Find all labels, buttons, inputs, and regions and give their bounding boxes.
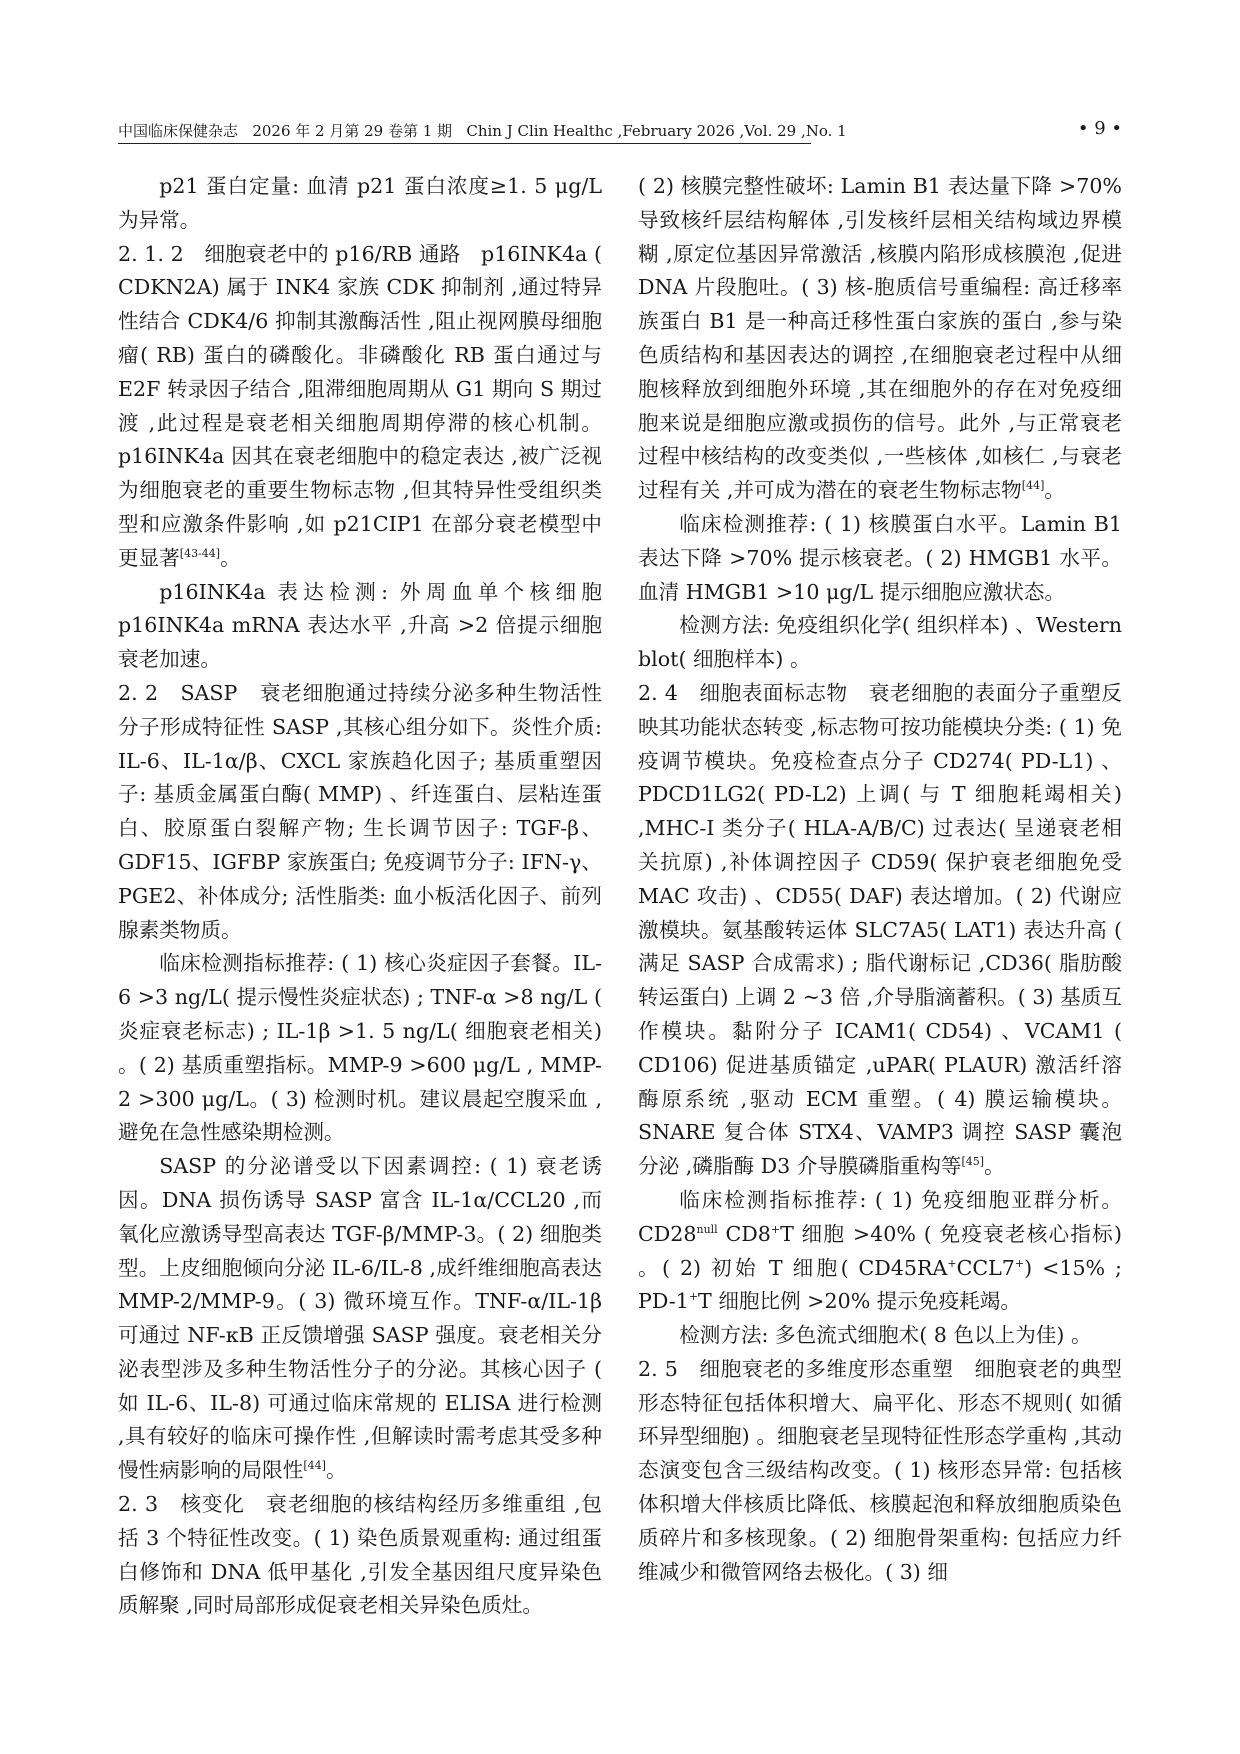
- section-2-2: [118, 677, 602, 947]
- paragraph-nuclear-changes: ( 2) 核膜完整性破坏: Lamin B1 表达量下降 >70% 导致核纤层结构解体 ,引发核纤层相关结构域边界模糊 ,原定位基因异常激活 ,核膜内陷形成核膜泡 ,促进 DNA 片段胞吐。( 3) 核-胞质信号重编程: 高迁移率族蛋白 B1 是一种高迁移性蛋白家族的蛋白 ,参与染色质结构和基因表达的调控 ,在细胞衰老过程中从细胞核释放到细胞外环境 ,其在细胞外的存在对免疫细胞来说是细胞应激或损伤的信号。此外 ,与正常衰老过程中核结构的改变类似 ,一些核体 ,如核仁 ,与衰老过程有关 ,并可成为潜在的衰老生物标志物[44]。: [638, 174, 1122, 503]
- left-column: [118, 170, 602, 1623]
- paragraph-sasp-regulation: SASP 的分泌谱受以下因素调控: ( 1) 衰老诱因。DNA 损伤诱导 SASP 富含 IL-1α/CCL20 ,而氧化应激诱导型高表达 TGF-β/MMP-3。( 2) 细胞类型。上皮细胞倾向分泌 IL-6/IL-8 ,成纤维细胞高表达 MMP-2/MMP-9。( 3) 微环境互作。TNF-α/IL-1β 可通过 NF-κB 正反馈增强 SASP 强度。衰老相关分泌表型涉及多种生物活性分子的分泌。其核心因子 ( 如 IL-6、IL-8) 可通过临床常规的 ELISA 进行检测 ,具有较好的临床可操作性 ,但解读时需考虑其受多种慢性病影响的局限性[44]。: [118, 1154, 602, 1483]
- header-rule: [118, 143, 811, 144]
- section-text: 衰老细胞通过持续分泌多种生物活性分子形成特征性 SASP ,其核心组分如下。炎性介质: IL-6、IL-1α/β、CXCL 家族趋化因子; 基质重塑因子: 基质金属蛋白酶( MMP) 、纤连蛋白、层粘连蛋白、胶原蛋白裂解产物; 生长调节因子: TGF-β、GDF15、IGFBP 家族蛋白; 免疫调节分子: IFN-γ、PGE2、补体成分; 活性脂类: 血小板活化因子、前列腺素类物质。: [118, 680, 603, 942]
- citation: [44]: [1021, 479, 1045, 493]
- paragraph-clinical-immune: 临床检测指标推荐: ( 1) 免疫细胞亚群分析。$CD28^{null}$ CD8+T 细胞 >40% ( 免疫衰老核心指标) 。( 2) 初始 T 细胞( CD45RA+CCL7+) <15% ; PD-1+T 细胞比例 >20% 提示免疫耗竭。: [638, 1187, 1122, 1314]
- citation: [44]: [303, 1459, 326, 1473]
- page-number: • 9 •: [1077, 118, 1122, 139]
- journal-name-cn: 中国临床保健杂志: [118, 122, 239, 140]
- section-heading: 2. 2 SASP: [118, 680, 238, 705]
- right-column: [638, 170, 1122, 1589]
- citation: [43-44]: [179, 546, 221, 560]
- journal-name-en: Chin J Clin Healthc ,February 2026 ,Vol. 29 ,No. 1: [466, 122, 847, 140]
- section-heading: 2. 5 细胞衰老的多维度形态重塑: [638, 1356, 954, 1381]
- section-heading: 2. 3 核变化: [118, 1492, 245, 1517]
- paragraph-clinical-indicators: 临床检测指标推荐: ( 1) 核心炎症因子套餐。IL-6 >3 ng/L( 提示慢性炎症状态) ; TNF-α >8 ng/L ( 炎症衰老标志) ; IL-1β >1. 5 ng/L( 细胞衰老相关) 。( 2) 基质重塑指标。MMP-9 >600 μg/L , MMP-2 >300 μg/L。( 3) 检测时机。建议晨起空腹采血 ,避免在急性感染期检测。: [118, 951, 602, 1145]
- paragraph-p21-quant: p21 蛋白定量: 血清 p21 蛋白浓度≥1. 5 μg/L 为异常。: [118, 174, 602, 232]
- section-text: 衰老细胞的核结构经历多维重组 ,包括 3 个特征性改变。( 1) 染色质景观重构: 通过组蛋白修饰和 DNA 低甲基化 ,引发全基因组尺度异染色质解聚 ,同时局部形成促衰老相关异染色质灶。: [118, 1492, 603, 1618]
- citation: [45]: [961, 1155, 985, 1169]
- paragraph-p16-detection: p16INK4a 表达检测: 外周血单个核细胞 p16INK4a mRNA 表达水平 ,升高 >2 倍提示细胞衰老加速。: [118, 579, 602, 672]
- paragraph-method-1: 检测方法: 免疫组织化学( 组织样本) 、Western blot( 细胞样本) 。: [638, 613, 1122, 672]
- section-text: 衰老细胞的表面分子重塑反映其功能状态转变 ,标志物可按功能模块分类: ( 1) 免疫调节模块。免疫检查点分子 CD274( PD-L1) 、PDCD1LG2( PD-L2) 上调( 与 T 细胞耗竭相关) ,MHC-I 类分子( HLA-A/B/C) 过表达( 呈递衰老相关抗原) ,补体调控因子 CD59( 保护衰老细胞免受 MAC 攻击) 、CD55( DAF) 表达增加。( 2) 代谢应激模块。氨基酸转运体 SLC7A5( LAT1) 表达升高 ( 满足 SASP 合成需求) ; 脂代谢标记 ,CD36( 脂肪酸转运蛋白) 上调 2 ~3 倍 ,介导脂滴蓄积。( 3) 基质互作模块。黏附分子 ICAM1( CD54) 、VCAM1 ( CD106) 促进基质锚定 ,uPAR( PLAUR) 激活纤溶酶原系统 ,驱动 ECM 重塑。( 4) 膜运输模块。SNARE 复合体 STX4、VAMP3 调控 SASP 囊泡分泌 ,磷脂酶 D3 介导膜磷脂重构等: [638, 680, 1123, 1179]
- section-2-1-2: 2. 1. 2 细胞衰老中的 p16/RB 通路 p16INK4a ( CDKN2A) 属于 INK4 家族 CDK 抑制剂 ,通过特异性结合 CDK4/6 抑制其激酶活性 ,阻止视网膜母细胞瘤( RB) 蛋白的磷酸化。非磷酸化 RB 蛋白通过与 E2F 转录因子结合 ,阻滞细胞周期从 G1 期向 S 期过渡 ,此过程是衰老相关细胞周期停滞的核心机制。p16INK4a 因其在衰老细胞中的稳定表达 ,被广泛视为细胞衰老的重要生物标志物 ,但其特异性受组织类型和应激条件影响 ,如 p21CIP1 在部分衰老模型中更显著[43-44]。: [118, 241, 603, 570]
- header-citation: [118, 120, 847, 141]
- paragraph-clinical-nuclear: 临床检测推荐: ( 1) 核膜蛋白水平。Lamin B1 表达下降 >70% 提示核衰老。( 2) HMGB1 水平。血清 HMGB1 >10 μg/L 提示细胞应激状态。: [638, 511, 1122, 604]
- issue-cn: 2026 年 2 月第 29 卷第 1 期: [252, 122, 453, 140]
- section-2-5: [638, 1353, 1122, 1590]
- running-header: [118, 116, 1122, 150]
- paragraph-method-2: 检测方法: 多色流式细胞术( 8 色以上为佳) 。: [679, 1323, 1092, 1348]
- section-heading: 2. 1. 2 细胞衰老中的 p16/RB 通路: [118, 241, 461, 266]
- section-2-3: [118, 1488, 602, 1623]
- section-heading: 2. 4 细胞表面标志物: [638, 680, 848, 705]
- section-text: 细胞衰老的典型形态特征包括体积增大、扁平化、形态不规则( 如循环异型细胞) 。细胞衰老呈现特征性形态学重构 ,其动态演变包含三级结构改变。( 1) 核形态异常: 包括核体积增大伴核质比降低、核膜起泡和释放细胞质染色质碎片和多核现象。( 2) 细胞骨架重构: 包括应力纤维减少和微管网络去极化。( 3) 细: [638, 1356, 1123, 1584]
- section-2-4: 2. 4 细胞表面标志物 衰老细胞的表面分子重塑反映其功能状态转变 ,标志物可按功能模块分类: ( 1) 免疫调节模块。免疫检查点分子 CD274( PD-L1) 、PDCD1LG2( PD-L2) 上调( 与 T 细胞耗竭相关) ,MHC-I 类分子( HLA-A/B/C) 过表达( 呈递衰老相关抗原) ,补体调控因子 CD59( 保护衰老细胞免受 MAC 攻击) 、CD55( DAF) 表达增加。( 2) 代谢应激模块。氨基酸转运体 SLC7A5( LAT1) 表达升高 ( 满足 SASP 合成需求) ; 脂代谢标记 ,CD36( 脂肪酸转运蛋白) 上调 2 ~3 倍 ,介导脂滴蓄积。( 3) 基质互作模块。黏附分子 ICAM1( CD54) 、VCAM1 ( CD106) 促进基质锚定 ,uPAR( PLAUR) 激活纤溶酶原系统 ,驱动 ECM 重塑。( 4) 膜运输模块。SNARE 复合体 STX4、VAMP3 调控 SASP 囊泡分泌 ,磷脂酶 D3 介导膜磷脂重构等[45]。: [638, 680, 1123, 1179]
- section-text: p16INK4a ( CDKN2A) 属于 INK4 家族 CDK 抑制剂 ,通过特异性结合 CDK4/6 抑制其激酶活性 ,阻止视网膜母细胞瘤( RB) 蛋白的磷酸化。非磷酸化 RB 蛋白通过与 E2F 转录因子结合 ,阻滞细胞周期从 G1 期向 S 期过渡 ,此过程是衰老相关细胞周期停滞的核心机制。p16INK4a 因其在衰老细胞中的稳定表达 ,被广泛视为细胞衰老的重要生物标志物 ,但其特异性受组织类型和应激条件影响 ,如 p21CIP1 在部分衰老模型中更显著: [118, 241, 603, 570]
